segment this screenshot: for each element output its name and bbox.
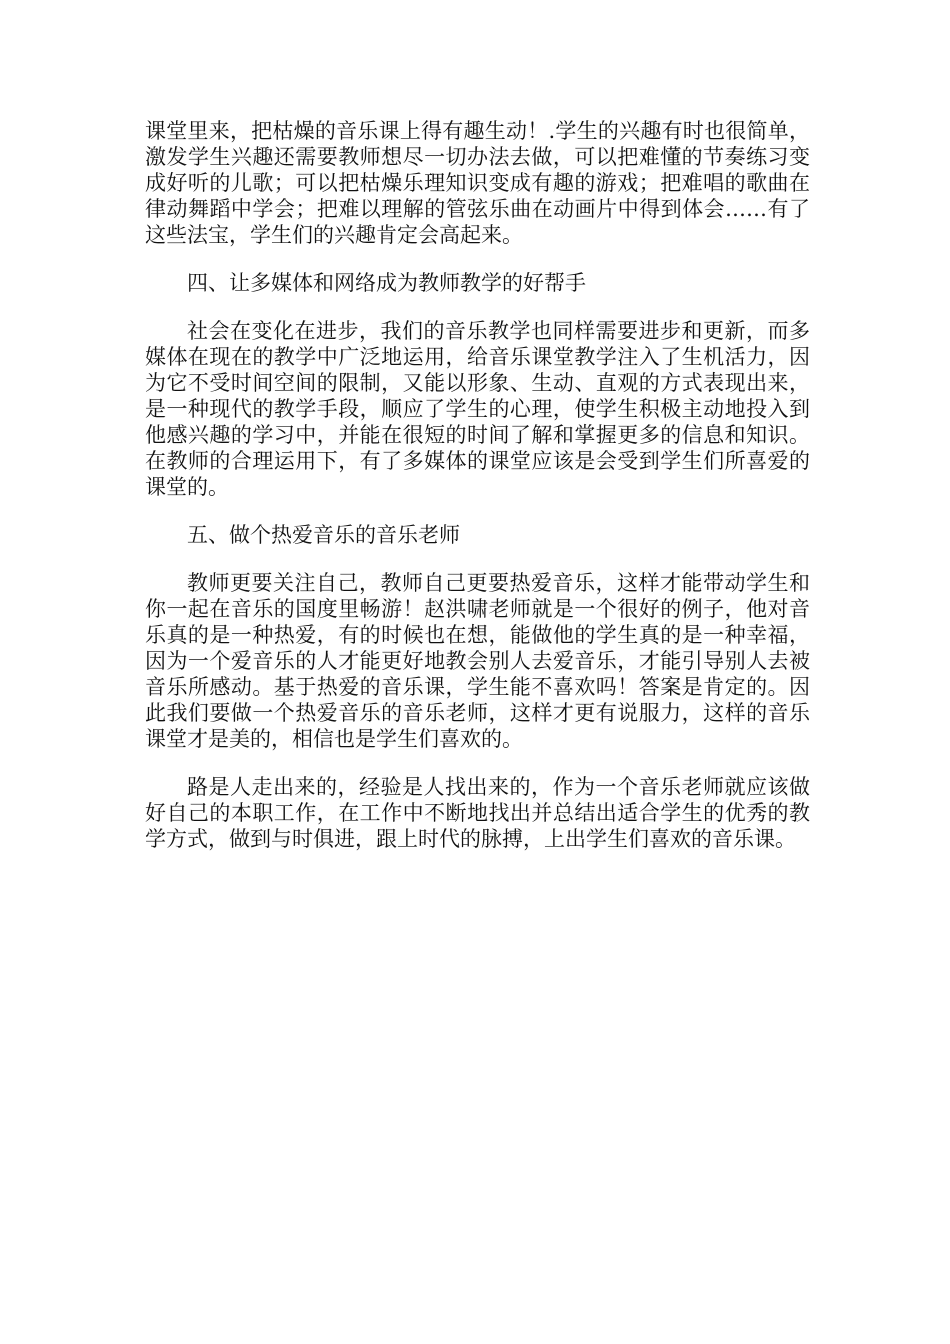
section-heading-love-music: 五、做个热爱音乐的音乐老师 <box>187 523 460 547</box>
paragraph-love-music: 教师更要关注自己，教师自己更要热爱音乐，这样才能带动学生和你一起在音乐的国度里畅游！赵洪啸老师就是一个很好的例子，他对音乐真的是一种热爱，有的时候也在想，能做他的学生真的是一种幸福，因为一个爱音乐的人才能更好地教会别人去爱音乐，才能引导别人去被音乐所感动。基于热爱的音乐课，学生能不喜欢吗！答案是肯定的。因此我们要做一个热爱音乐的音乐老师，这样才更有说服力，这样的音乐课堂才是美的，相信也是学生们喜欢的。 <box>145 571 810 751</box>
paragraph-multimedia: 社会在变化在进步，我们的音乐教学也同样需要进步和更新，而多媒体在现在的教学中广泛地运用，给音乐课堂教学注入了生机活力，因为它不受时间空间的限制，又能以形象、生动、直观的方式表现出来，是一种现代的教学手段，顺应了学生的心理，使学生积极主动地投入到他感兴趣的学习中，并能在很短的时间了解和掌握更多的信息和知识。在教师的合理运用下，有了多媒体的课堂应该是会受到学生们所喜爱的课堂的。 <box>145 319 810 499</box>
document-body <box>145 118 810 874</box>
paragraph-interest-continued: 课堂里来，把枯燥的音乐课上得有趣生动！.学生的兴趣有时也很简单，激发学生兴趣还需要教师想尽一切办法去做，可以把难懂的节奏练习变成好听的儿歌；可以把枯燥乐理知识变成有趣的游戏；把难唱的歌曲在律动舞蹈中学会；把难以理解的管弦乐曲在动画片中得到体会……有了这些法宝，学生们的兴趣肯定会高起来。 <box>145 119 810 247</box>
section-heading-multimedia: 四、让多媒体和网络成为教师教学的好帮手 <box>187 271 586 295</box>
paragraph-conclusion: 路是人走出来的，经验是人找出来的，作为一个音乐老师就应该做好自己的本职工作，在工作中不断地找出并总结出适合学生的优秀的教学方式，做到与时俱进，跟上时代的脉搏，上出学生们喜欢的音乐课。 <box>145 775 810 851</box>
